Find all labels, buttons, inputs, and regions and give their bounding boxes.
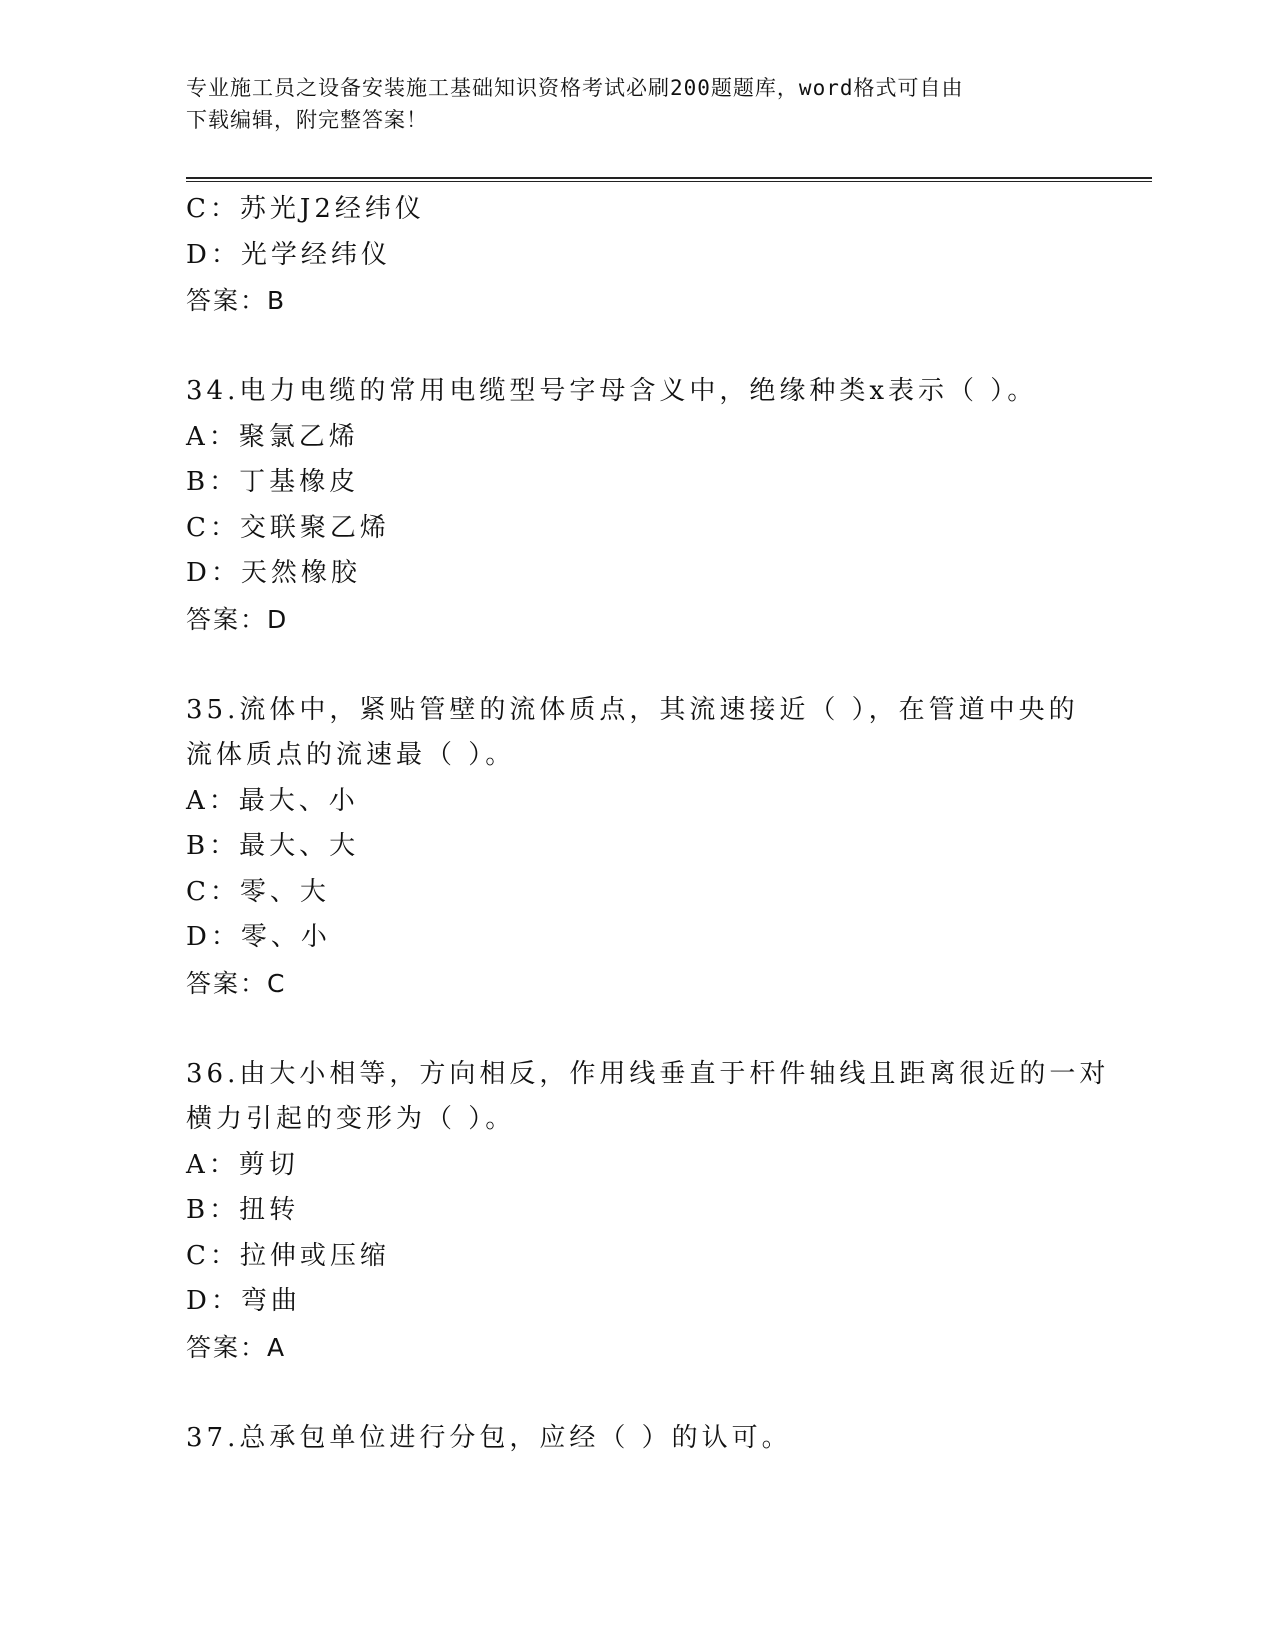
answer-line: 答案：A [186,1332,287,1362]
option-d: D：光学经纬仪 [186,239,391,270]
option-a: A：最大、小 [186,785,359,816]
option-c: C：交联聚乙烯 [186,512,390,543]
answer-line: 答案：C [186,968,287,998]
question-37 [186,1416,1086,1462]
option-d: D：零、小 [186,922,331,952]
question-text: 36.由大小相等，方向相反，作用线垂直于杆件轴线且距离很近的一对 [186,1058,1110,1089]
spacer [186,642,1086,688]
header-line-1: 专业施工员之设备安装施工基础知识资格考试必刷200题题库，word格式可自由 [186,76,964,100]
option-c: C：零、大 [186,876,330,907]
question-text: 35.流体中，紧贴管壁的流体质点，其流速接近（ ），在管道中央的 [186,694,1079,725]
option-c: C：拉伸或压缩 [186,1240,390,1271]
header-divider-thin [186,181,1152,182]
option-c: C：苏光J2经纬仪 [186,194,425,224]
question-36 [186,1052,1110,1371]
question-35 [186,688,1086,1007]
option-b: B：扭转 [186,1195,300,1225]
option-d: D：弯曲 [186,1286,301,1316]
answer-line: 答案：D [186,604,289,634]
option-a: A：聚氯乙烯 [186,421,359,452]
spacer [186,324,1086,370]
question-34 [186,369,1086,642]
header-divider-thick [186,177,1152,179]
question-text-continued: 流体质点的流速最（ ）。 [186,740,516,770]
option-b: B：丁基橡皮 [186,467,360,497]
answer-line: 答案：B [186,286,287,315]
spacer [186,1370,1086,1416]
option-d: D：天然橡胶 [186,558,361,588]
option-a: A：剪切 [186,1149,299,1180]
question-text: 34.电力电缆的常用电缆型号字母含义中，绝缘种类x表示（ ）。 [186,376,1038,406]
header-line-2: 下载编辑，附完整答案！ [186,108,428,132]
option-b: B：最大、大 [186,831,360,861]
spacer [186,1006,1086,1052]
question-list [186,187,1110,1461]
document-header [186,72,1066,136]
question-text: 37.总承包单位进行分包，应经（ ）的认可。 [186,1422,792,1453]
question-text-continued: 横力引起的变形为（ ）。 [186,1104,516,1134]
